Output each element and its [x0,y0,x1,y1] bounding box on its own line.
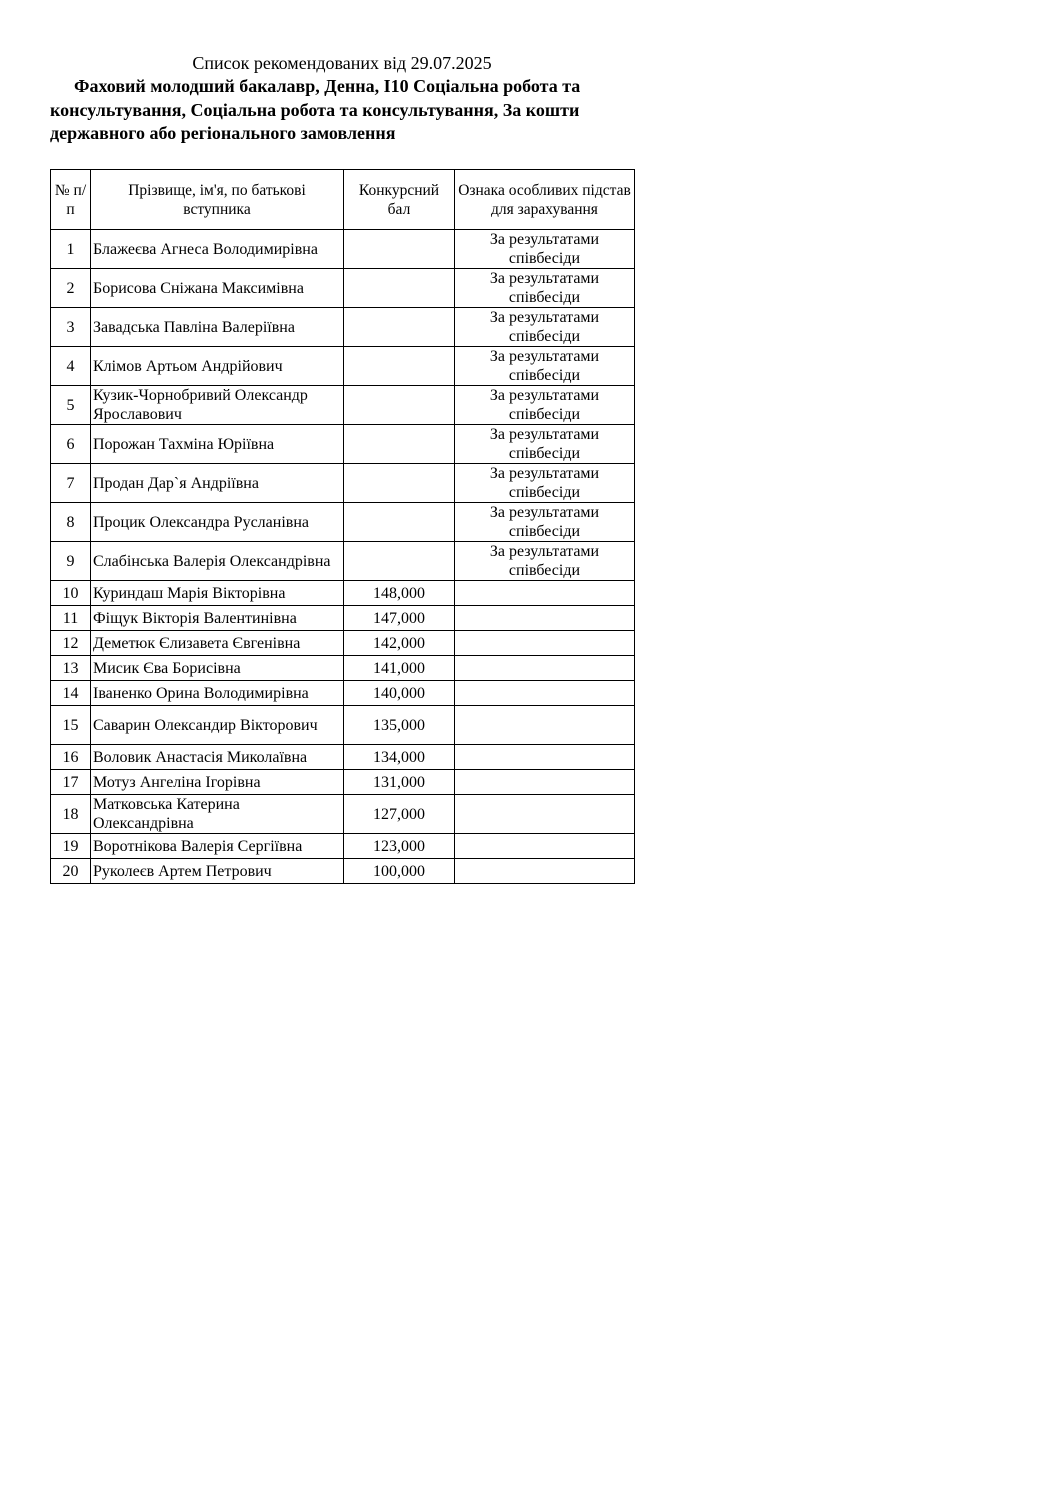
applicant-name: Завадська Павліна Валеріївна [91,308,344,347]
row-number: 7 [51,464,91,503]
row-number: 15 [51,706,91,745]
table-row [51,347,635,386]
table-header-row [51,170,635,230]
special-grounds [455,581,635,606]
row-number: 6 [51,425,91,464]
competitive-score [344,269,455,308]
table-row [51,581,635,606]
table-row [51,631,635,656]
applicant-name: Кузик-Чорнобривий Олександр Ярославович [91,386,344,425]
competitive-score: 142,000 [344,631,455,656]
competitive-score: 148,000 [344,581,455,606]
applicant-name: Деметюк Єлизавета Євгенівна [91,631,344,656]
competitive-score: 100,000 [344,859,455,884]
applicant-name: Порожан Тахміна Юріївна [91,425,344,464]
competitive-score: 140,000 [344,681,455,706]
table-row [51,656,635,681]
row-number: 4 [51,347,91,386]
special-grounds [455,795,635,834]
document-header [50,52,634,146]
row-number: 11 [51,606,91,631]
competitive-score: 134,000 [344,745,455,770]
table-row [51,308,635,347]
applicant-name: Мотуз Ангеліна Ігорівна [91,770,344,795]
table-row [51,464,635,503]
row-number: 1 [51,230,91,269]
row-number: 10 [51,581,91,606]
special-grounds: За результатами співбесіди [455,269,635,308]
row-number: 5 [51,386,91,425]
competitive-score: 147,000 [344,606,455,631]
competitive-score [344,425,455,464]
applicant-name: Воротнікова Валерія Сергіївна [91,834,344,859]
competitive-score: 141,000 [344,656,455,681]
applicant-name: Руколеєв Артем Петрович [91,859,344,884]
competitive-score: 135,000 [344,706,455,745]
special-grounds: За результатами співбесіди [455,386,635,425]
special-grounds [455,770,635,795]
row-number: 12 [51,631,91,656]
special-grounds [455,631,635,656]
row-number: 17 [51,770,91,795]
row-number: 2 [51,269,91,308]
table-row [51,795,635,834]
competitive-score: 127,000 [344,795,455,834]
special-grounds [455,834,635,859]
applicant-name: Фіщук Вікторія Валентинівна [91,606,344,631]
row-number: 20 [51,859,91,884]
competitive-score [344,542,455,581]
applicant-name: Саварин Олександир Вікторович [91,706,344,745]
table-row [51,503,635,542]
row-number: 3 [51,308,91,347]
table-row [51,706,635,745]
special-grounds [455,681,635,706]
table-row [51,681,635,706]
competitive-score: 131,000 [344,770,455,795]
applicant-name: Слабінська Валерія Олександрівна [91,542,344,581]
applicant-name: Продан Дар`я Андріївна [91,464,344,503]
special-grounds: За результатами співбесіди [455,230,635,269]
row-number: 14 [51,681,91,706]
competitive-score [344,464,455,503]
row-number: 9 [51,542,91,581]
table-row [51,606,635,631]
special-grounds [455,706,635,745]
applicant-name: Борисова Сніжана Максимівна [91,269,344,308]
table-row [51,834,635,859]
special-grounds: За результатами співбесіди [455,347,635,386]
special-grounds: За результатами співбесіди [455,503,635,542]
special-grounds [455,606,635,631]
row-number: 16 [51,745,91,770]
applicant-name: Клімов Артьом Андрійович [91,347,344,386]
header-number: № п/п [51,170,91,230]
applicant-name: Воловик Анастасія Миколаївна [91,745,344,770]
competitive-score [344,347,455,386]
program-description: Фаховий молодший бакалавр, Денна, I10 Соціальна робота та консультування, Соціальна робота та консультування, За кошти державного або регіонального замовлення [50,76,581,143]
applicant-name: Матковська Катерина Олександрівна [91,795,344,834]
competitive-score [344,308,455,347]
special-grounds [455,859,635,884]
row-number: 19 [51,834,91,859]
table-row [51,859,635,884]
row-number: 13 [51,656,91,681]
competitive-score [344,503,455,542]
competitive-score: 123,000 [344,834,455,859]
special-grounds: За результатами співбесіди [455,425,635,464]
table-row [51,386,635,425]
list-date-title: Список рекомендованих від 29.07.2025 [192,53,492,73]
table-row [51,770,635,795]
applicant-name: Іваненко Орина Володимирівна [91,681,344,706]
header-competitive-score: Конкурсний бал [344,170,455,230]
special-grounds: За результатами співбесіди [455,464,635,503]
recommended-applicants-table [50,169,635,884]
applicant-name: Блажеєва Агнеса Володимирівна [91,230,344,269]
competitive-score [344,230,455,269]
special-grounds [455,745,635,770]
special-grounds [455,656,635,681]
competitive-score [344,386,455,425]
table-row [51,425,635,464]
special-grounds: За результатами співбесіди [455,308,635,347]
special-grounds: За результатами співбесіди [455,542,635,581]
header-special-grounds: Ознака особливих підстав для зарахування [455,170,635,230]
applicant-name: Процик Олександра Русланівна [91,503,344,542]
row-number: 18 [51,795,91,834]
table-row [51,745,635,770]
applicant-name: Мисик Єва Борисівна [91,656,344,681]
applicant-name: Куриндаш Марія Вікторівна [91,581,344,606]
table-row [51,542,635,581]
table-row [51,230,635,269]
row-number: 8 [51,503,91,542]
table-row [51,269,635,308]
header-full-name: Прізвище, ім'я, по батькові вступника [91,170,344,230]
table-body [51,230,635,884]
